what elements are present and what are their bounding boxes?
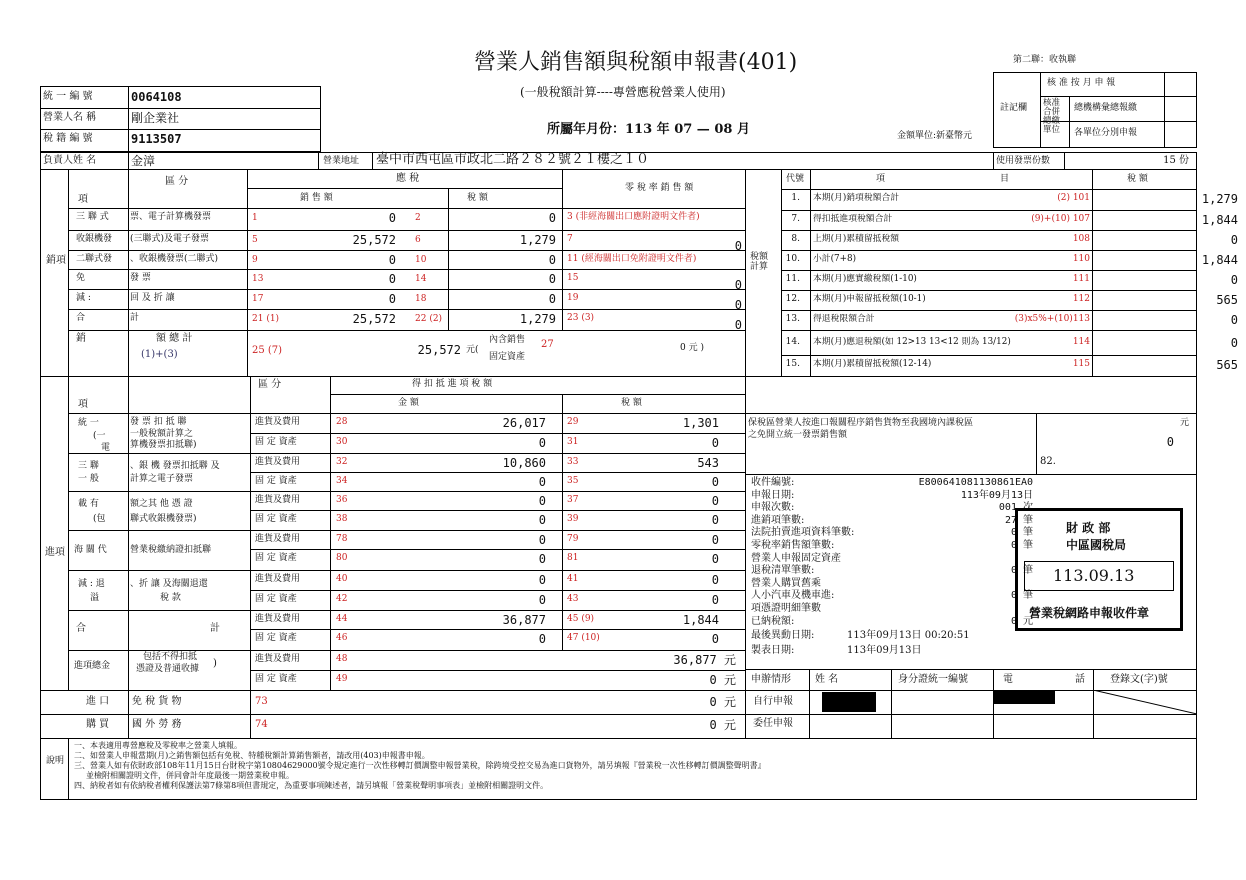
fixed-asset-note-1: 內含銷售 (489, 335, 526, 345)
purchase-row-code-1: 78 (336, 534, 348, 544)
sales-row-category: (三聯式)及電子發票 (130, 234, 210, 244)
sales-row-code-1: 13 (252, 274, 264, 284)
calc-section-label: 稅額計算 (750, 252, 769, 273)
receipt-label: 營業人購買舊乘 (751, 578, 821, 589)
pg3-item: 海 關 代 (74, 545, 107, 555)
purchase-row-code-2: 37 (567, 495, 579, 505)
pg1-item: 三 聯 (78, 461, 99, 471)
purchase-row-amount: 0 (538, 475, 546, 489)
sales-row-category: 票、電子計算機發票 (130, 212, 212, 222)
redacted-name (822, 692, 876, 712)
sales-row-code-2: 2 (415, 213, 421, 223)
purchase-row-tax: 0 (711, 475, 719, 489)
address-value: 臺中市西屯區市政北二路２８２號２１樓之１０ (376, 152, 650, 167)
calc-row-value: 1,844 (1201, 253, 1238, 267)
calc-row-item: 本期(月)累積留抵稅額(12-14) (813, 359, 932, 369)
purchase-row-code-2: 47 (10) (567, 633, 600, 643)
purchase-row-code-1: 46 (336, 633, 348, 643)
self-declare-label: 自行申報 (753, 696, 793, 707)
calc-row-no: 13. (785, 314, 800, 324)
bonded-text-2: 之免開立統一發票銷售額 (748, 430, 848, 440)
currency-unit: 金額單位:新臺幣元 (897, 131, 973, 141)
receipt-value: 113年09月13日 00:20:51 (847, 630, 970, 641)
purchase-row-type: 固 定 資產 (255, 437, 297, 447)
purchase-row-amount: 0 (538, 533, 546, 547)
sales-row-amount: 25,572 (352, 233, 396, 247)
receipt-label: 營業人申報固定資產 (751, 553, 841, 564)
page-subtitle: (一般稅額計算----專營應稅營業人使用) (520, 85, 726, 99)
receipt-value: 0 元 (1010, 616, 1033, 627)
calc-row-no: 1. (791, 193, 800, 203)
purchase-row-amount: 0 (538, 494, 546, 508)
calc-col-item: 項 (876, 174, 886, 184)
calc-row-ref: 108 (1072, 234, 1090, 244)
sales-row-code-3: 7 (567, 234, 573, 244)
pg2-cat1: 額之其 他 憑 證 (130, 499, 193, 509)
purchase-row-type: 進貨及費用 (255, 574, 301, 584)
sales-row-category: 回 及 折 讓 (130, 293, 175, 303)
receipt-value: 113年09月13日 (847, 645, 922, 656)
sales-row-code-1: 9 (252, 255, 258, 265)
remark-label: 註記欄 (1000, 103, 1028, 113)
declare-label: 申辦情形 (751, 674, 791, 685)
head-office-label: 總機構彙總報繳 (1074, 103, 1138, 113)
purchase-row-code-1: 30 (336, 437, 348, 447)
sales-row-category: 計 (130, 313, 140, 323)
sales-row-item: 合 (76, 313, 86, 323)
purchase-row-tax: 1,301 (682, 416, 719, 430)
receipt-value: 0 筆 (1010, 565, 1033, 576)
purchase-row-amount: 10,860 (502, 456, 546, 470)
pg4-item: 減 : 退 (78, 579, 105, 589)
receipt-label: 申報次數: (751, 502, 795, 513)
calc-row-no: 11. (785, 274, 800, 284)
invoice-count-value: 15 份 (1163, 155, 1189, 166)
sales-row-code-2: 18 (415, 294, 427, 304)
purchase-row-amount: 36,877 (502, 613, 546, 627)
sales-col-taxable: 應 稅 (396, 173, 420, 184)
sales-row-code-2: 22 (2) (415, 314, 443, 324)
purchase-col-item: 項 (78, 399, 88, 410)
purchase-row-code-2: 33 (567, 457, 579, 467)
diagonal-strike (1093, 690, 1197, 714)
branch-office-label: 各單位分別申報 (1074, 128, 1138, 138)
receipt-label: 進銷項筆數: (751, 515, 805, 526)
sales-row-code-1: 5 (252, 235, 258, 245)
calc-row-item: 小計(7+8) (813, 254, 857, 264)
calc-row-ref: (9)+(10) 107 (1031, 214, 1090, 224)
sales-row-code-1: 21 (1) (252, 314, 280, 324)
redacted-phone (993, 690, 1055, 704)
receipt-value: E800641081130861EA0 (918, 477, 1033, 488)
calc-row-ref: 112 (1072, 294, 1090, 304)
purchase-total-label-1: 包括不得扣抵 (143, 652, 198, 662)
pg1-cat2: 計算之電子發票 (130, 474, 194, 484)
uid-label: 統 一 編 號 (43, 91, 93, 102)
sales-col-item: 項 (78, 194, 88, 205)
bonded-value: 0 (1166, 435, 1174, 449)
purchase-col-deductible: 得 扣 抵 進 項 稅 額 (412, 379, 493, 389)
purchase-row-tax: 0 (711, 632, 719, 646)
pg2-item2: (包 (93, 514, 106, 524)
purchase-total-value: 0 元 (709, 673, 736, 687)
name-label: 營業人名 稱 (43, 112, 97, 123)
service-value: 0 元 (709, 718, 736, 732)
receipt-label: 零稅率銷售額筆數: (751, 540, 835, 551)
calc-row-no: 15. (785, 359, 800, 369)
receipt-value: 113年09月13日 (960, 490, 1033, 501)
calc-row-no: 8. (791, 234, 800, 244)
name-value: 剛企業社 (131, 111, 180, 125)
calc-row-value: 0 (1230, 273, 1238, 287)
tax-no-label: 稅 籍 編 號 (43, 133, 93, 144)
sales-row-zero: 0 (734, 298, 742, 312)
import-item: 進 口 (86, 696, 110, 707)
owner-value: 金漳 (131, 154, 156, 168)
notes-line: 三、營業人如有依財政部108年11月15日台財稅字第10804629000號令規定進行一次性移轉訂價調整申報營業稅，除跨境受控交易為進口貨物外，請另填報『營業稅一次性移轉訂價調整聲明書』 (74, 761, 766, 770)
period: 所屬年月份：113 年 07 — 08 月 (547, 122, 750, 137)
sales-row-zero: 0 (734, 278, 742, 292)
uid-value: 0064108 (131, 90, 182, 104)
pg0-item2: (一 (93, 431, 106, 441)
purchase-total-code: 48 (336, 654, 348, 664)
purchase-row-type: 進貨及費用 (255, 457, 301, 467)
calc-row-no: 12. (785, 294, 800, 304)
purchase-row-code-2: 29 (567, 417, 579, 427)
purchase-total-item: 進項總金 (74, 661, 111, 671)
bonded-code: 82. (1040, 456, 1056, 467)
pg4-item2: 溢 (90, 593, 100, 603)
purchase-row-code-1: 36 (336, 495, 348, 505)
calc-row-item: 本期(月)申報留抵稅額(10-1) (813, 294, 926, 304)
decl-name-label: 姓 名 (815, 674, 839, 685)
address-label: 營業地址 (323, 156, 360, 166)
purchase-row-type: 進貨及費用 (255, 534, 301, 544)
receipt-label: 製表日期: (751, 645, 795, 656)
pg4-cat2: 稅 款 (160, 593, 181, 603)
calc-row-value: 565 (1216, 293, 1238, 307)
sales-row-zero: 0 (734, 239, 742, 253)
sales-total-value: 25,572 (417, 343, 461, 357)
receipt-value: 0 筆 (1010, 540, 1033, 551)
receipt-value: 0 筆 (1010, 527, 1033, 538)
pg5-cat1: 計 (210, 623, 220, 634)
service-code: 74 (255, 719, 268, 730)
calc-row-value: 0 (1230, 233, 1238, 247)
purchase-row-amount: 0 (538, 513, 546, 527)
purchase-row-tax: 0 (711, 513, 719, 527)
invoice-count-label: 使用發票份數 (996, 156, 1051, 166)
receipt-value: 27 筆 (1004, 515, 1033, 526)
purchase-row-tax: 0 (711, 436, 719, 450)
import-value: 0 元 (709, 695, 736, 709)
purchase-row-tax: 0 (711, 533, 719, 547)
purchase-row-code-2: 45 (9) (567, 614, 595, 624)
pg2-item: 載 有 (78, 499, 99, 509)
purchase-row-tax: 0 (711, 573, 719, 587)
pg4-cat1: 、折 讓 及海關退還 (130, 579, 208, 589)
sales-col-zero-rate: 零 稅 率 銷 售 額 (625, 183, 694, 193)
purchase-row-amount: 0 (538, 573, 546, 587)
fixed-asset-value: 0 元 ) (680, 343, 704, 353)
calc-row-ref: 115 (1072, 359, 1090, 369)
purchase-row-amount: 0 (538, 552, 546, 566)
purchase-row-code-2: 81 (567, 553, 579, 563)
purchase-row-code-1: 34 (336, 476, 348, 486)
sales-col-sales-amount: 銷 售 額 (300, 193, 333, 203)
purchase-row-code-1: 44 (336, 614, 348, 624)
sales-section-label: 銷項 (46, 255, 66, 266)
decl-id-label: 身分證統一編號 (898, 674, 968, 685)
sales-row-code-3: 19 (567, 293, 579, 303)
calc-row-value: 565 (1216, 358, 1238, 372)
calc-row-value: 1,844 (1201, 213, 1238, 227)
stamp-date: 113.09.13 (1053, 566, 1135, 585)
notes-line: 二、如營業人申報當期(月)之銷售額包括有免稅、特種稅額計算銷售額者，請改用(403)申報書申報。 (74, 751, 430, 760)
stamp-org: 財 政 部 (1066, 521, 1111, 535)
purchase-section-label: 進項 (45, 547, 65, 558)
pg1-item2: 一 般 (78, 474, 99, 484)
purchase-row-amount: 0 (538, 436, 546, 450)
sales-total-formula: (1)+(3) (141, 349, 178, 360)
sales-row-code-3: 23 (3) (567, 313, 595, 323)
sales-row-amount: 0 (388, 253, 396, 267)
notes-line: 四、納稅者如有依納稅者權利保護法第7條第8項但書規定，為重要事項陳述者，請另填報「營業稅聲明事項表」並檢附相關證明文件。 (74, 781, 549, 790)
pg0-cat1: 發 票 扣 抵 聯 (130, 417, 187, 427)
purchase-total-value: 36,877 元 (673, 653, 736, 667)
purchase-row-tax: 1,844 (682, 613, 719, 627)
purchase-row-amount: 0 (538, 593, 546, 607)
sales-row-code-3: 11 (經海關出口免附證明文件者) (567, 254, 697, 264)
purchase-row-tax: 0 (711, 552, 719, 566)
copy-label: 第二聯：收執聯 (1013, 55, 1077, 65)
calc-row-value: 1,279 (1201, 192, 1238, 206)
sales-row-item: 二聯式發 (76, 254, 113, 264)
approval-title: 核 准 按 月 申 報 (1047, 78, 1116, 88)
sales-row-item: 減 : (76, 293, 91, 303)
purchase-row-type: 固 定 資產 (255, 633, 297, 643)
purchase-total-type: 進貨及費用 (255, 654, 301, 664)
calc-row-no: 7. (791, 214, 800, 224)
sales-row-category: 、收銀機發票(二聯式) (130, 254, 219, 264)
sales-row-code-2: 14 (415, 274, 427, 284)
sales-total-item: 銷 (76, 333, 86, 344)
receipt-value: 001 次 (998, 502, 1033, 513)
pg5-item: 合 (76, 623, 86, 634)
service-item: 購 買 (86, 719, 110, 730)
fixed-asset-code: 27 (541, 339, 554, 350)
purchase-row-tax: 0 (711, 494, 719, 508)
calc-row-item: 本期(月)銷項稅額合計 (813, 193, 900, 203)
purchase-row-amount: 26,017 (502, 416, 546, 430)
calc-row-item: 本期(月)應退稅額(如 12>13 13<12 則為 13/12) (813, 337, 1011, 347)
sales-row-tax: 0 (548, 292, 556, 306)
pg0-cat3: 算機發票扣抵聯) (130, 440, 197, 450)
purchase-total-label-2: 憑證及普通收據 (136, 664, 200, 674)
notes-line: 一、本表適用專營應稅及零稅率之營業人填報。 (74, 741, 242, 750)
calc-row-ref: 114 (1072, 337, 1090, 347)
decl-phone-label2: 話 (1075, 674, 1085, 685)
purchase-row-tax: 543 (697, 456, 719, 470)
sales-row-code-3: 3 (非經海關出口應附證明文件者) (567, 212, 700, 222)
agent-declare-label: 委任申報 (753, 718, 793, 729)
sales-row-amount: 25,572 (352, 312, 396, 326)
purchase-row-code-2: 43 (567, 594, 579, 604)
purchase-col-tax: 稅 額 (621, 398, 642, 408)
sales-row-code-1: 1 (252, 213, 258, 223)
purchase-row-code-1: 32 (336, 457, 348, 467)
calc-row-value: 0 (1230, 336, 1238, 350)
purchase-row-type: 固 定 資產 (255, 553, 297, 563)
approved-label: 核准合併總繳單位 (1043, 98, 1061, 135)
sales-row-tax: 1,279 (519, 312, 556, 326)
sales-row-code-2: 10 (415, 255, 427, 265)
purchase-row-code-1: 40 (336, 574, 348, 584)
sales-row-category: 發 票 (130, 273, 151, 283)
import-label: 免 稅 貨 物 (132, 696, 182, 707)
purchase-row-code-1: 80 (336, 553, 348, 563)
sales-total-code: 25 (7) (252, 345, 283, 356)
purchase-row-code-1: 38 (336, 514, 348, 524)
tax-no-value: 9113507 (131, 132, 182, 146)
sales-row-code-1: 17 (252, 294, 264, 304)
purchase-row-amount: 0 (538, 632, 546, 646)
notes-label: 說明 (46, 756, 65, 766)
purchase-row-code-2: 31 (567, 437, 579, 447)
calc-row-ref: 111 (1072, 274, 1090, 284)
purchase-row-code-2: 35 (567, 476, 579, 486)
sales-row-amount: 0 (388, 272, 396, 286)
sales-row-amount: 0 (388, 211, 396, 225)
sales-total-unit: 元( (466, 345, 479, 355)
purchase-total-code: 49 (336, 674, 348, 684)
fixed-asset-note-2: 固定資產 (489, 352, 526, 362)
import-code: 73 (255, 696, 268, 707)
calc-row-item: 上期(月)累積留抵稅額 (813, 234, 900, 244)
pg2-cat2: 聯式收銀機發票) (130, 514, 197, 524)
calc-row-no: 14. (785, 337, 800, 347)
page-title: 營業人銷售額與稅額申報書(401) (474, 50, 798, 75)
sales-row-code-2: 6 (415, 235, 421, 245)
calc-row-item: 得退稅限額合計 (813, 314, 875, 324)
calc-row-ref: 110 (1072, 254, 1090, 264)
purchase-row-type: 進貨及費用 (255, 614, 301, 624)
calc-row-ref: (2) 101 (1057, 193, 1090, 203)
calc-row-value: 0 (1230, 313, 1238, 327)
calc-col-code: 代號 (786, 174, 805, 184)
purchase-row-code-1: 28 (336, 417, 348, 427)
calc-col-tax: 稅 額 (1127, 174, 1148, 184)
calc-row-ref: (3)x5%+(10)113 (1014, 314, 1090, 324)
purchase-row-type: 進貨及費用 (255, 495, 301, 505)
pg0-item: 統 一 (78, 418, 99, 428)
calc-row-item: 得扣抵進項稅額合計 (813, 214, 893, 224)
bonded-unit: 元 (1180, 418, 1190, 428)
service-label: 國 外 勞 務 (132, 719, 182, 730)
pg3-cat1: 營業稅繳納證扣抵聯 (130, 545, 212, 555)
decl-reg-label: 登錄文(字)號 (1110, 674, 1168, 685)
sales-total-label: 額 總 計 (156, 333, 193, 344)
purchase-col-category: 區 分 (258, 379, 282, 390)
bonded-text-1: 保稅區營業人按進口報關程序銷售貨物至我國境內課稅區 (748, 418, 974, 428)
receipt-label: 人小汽車及機車進: (751, 590, 835, 601)
purchase-row-code-2: 79 (567, 534, 579, 544)
calc-row-item: 本期(月)應實繳稅額(1-10) (813, 274, 917, 284)
sales-row-item: 收銀機發 (76, 234, 113, 244)
purchase-row-code-1: 42 (336, 594, 348, 604)
sales-row-zero: 0 (734, 318, 742, 332)
sales-row-item: 三 聯 式 (76, 212, 109, 222)
sales-row-code-3: 15 (567, 273, 579, 283)
purchase-row-code-2: 39 (567, 514, 579, 524)
receipt-label: 已納稅額: (751, 616, 795, 627)
owner-label: 負責人姓 名 (43, 155, 97, 166)
sales-row-item: 免 (76, 273, 86, 283)
purchase-row-type: 固 定 資產 (255, 514, 297, 524)
purchase-row-type: 固 定 資產 (255, 594, 297, 604)
pg0-cat2: 一般稅額計算之 (130, 429, 194, 439)
notes-line: 並檢附相關證明文件，併同會計年度最後一期營業稅申報。 (86, 771, 294, 780)
purchase-col-amount: 金 額 (398, 398, 419, 408)
purchase-row-type: 進貨及費用 (255, 417, 301, 427)
sales-row-tax: 0 (548, 272, 556, 286)
sales-row-tax: 0 (548, 211, 556, 225)
receipt-label: 項憑證明細筆數 (751, 603, 821, 614)
pg0-item3: 電 (101, 443, 111, 453)
receipt-label: 收件編號: (751, 477, 795, 488)
purchase-row-type: 固 定 資產 (255, 476, 297, 486)
calc-col-item2: 目 (1000, 174, 1010, 184)
sales-col-tax-amount: 稅 額 (467, 193, 488, 203)
stamp-title: 營業稅網路申報收件章 (1029, 606, 1150, 620)
decl-phone-label: 電 (1003, 674, 1013, 685)
receipt-label: 法院拍賣進項資料筆數: (751, 527, 855, 538)
receipt-label: 申報日期: (751, 490, 795, 501)
purchase-row-tax: 0 (711, 593, 719, 607)
receipt-value: 0 筆 (1010, 590, 1033, 601)
sales-row-tax: 0 (548, 253, 556, 267)
receipt-label: 退稅清單筆數: (751, 565, 815, 576)
sales-row-tax: 1,279 (519, 233, 556, 247)
purchase-total-type: 固 定 資產 (255, 674, 297, 684)
calc-row-no: 10. (785, 254, 800, 264)
purchase-row-code-2: 41 (567, 574, 579, 584)
receipt-label: 最後異動日期: (751, 630, 815, 641)
sales-col-category: 區 分 (165, 176, 189, 187)
pg1-cat1: 、銀 機 發票扣抵聯 及 (130, 461, 220, 471)
sales-row-amount: 0 (388, 292, 396, 306)
stamp-bureau: 中區國稅局 (1066, 538, 1127, 552)
